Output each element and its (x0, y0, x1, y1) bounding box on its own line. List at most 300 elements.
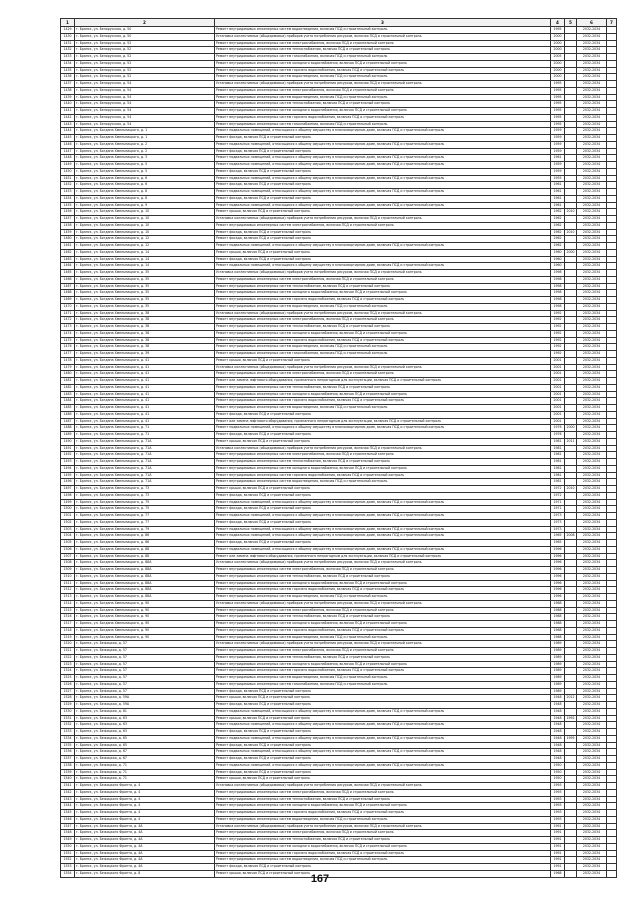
build-year-cell: 1995 (551, 121, 565, 128)
note-cell (607, 627, 617, 634)
build-year-cell: 1989 (551, 681, 565, 688)
work-type-cell: Ремонт внутридомовых инженерных систем электроснабжения, включая ПСД и строительный контроль (215, 567, 551, 574)
work-type-cell: Ремонт внутридомовых инженерных систем теплоснабжения, включая ПСД и строительный контроль (215, 837, 551, 844)
build-year-cell: 1948 (551, 729, 565, 736)
last-repair-year-cell: 2010 (565, 486, 577, 493)
row-number: 1489 (61, 432, 75, 439)
note-cell (607, 594, 617, 601)
table-row (61, 54, 617, 61)
build-year-cell: 1948 (551, 722, 565, 729)
last-repair-year-cell (565, 189, 577, 196)
address-cell: г. Брянск, ул. Богдана Хмельницкого, д. 71А (75, 472, 215, 479)
plan-period-cell: 2032-2034 (577, 533, 607, 540)
work-type-cell: Ремонт внутридомовых инженерных систем горячего водоснабжения, включая ПСД и строительный контроль (215, 810, 551, 817)
build-year-cell: 1989 (551, 654, 565, 661)
address-cell: г. Брянск, ул. Богдана Хмельницкого, д. 73 (75, 492, 215, 499)
table-row (61, 344, 617, 351)
table-row (61, 155, 617, 162)
address-cell: г. Брянск, ул. Богдана Хмельницкого, д. 88 (75, 546, 215, 553)
plan-period-cell: 2032-2034 (577, 216, 607, 223)
last-repair-year-cell (565, 283, 577, 290)
build-year-cell: 1995 (551, 101, 565, 108)
last-repair-year-cell (565, 675, 577, 682)
row-number: 1430 (61, 33, 75, 40)
build-year-cell: 1972 (551, 486, 565, 493)
table-row (61, 128, 617, 135)
table-row (61, 830, 617, 837)
row-number: 1458 (61, 222, 75, 229)
table-row (61, 816, 617, 823)
note-cell (607, 587, 617, 594)
row-number: 1462 (61, 249, 75, 256)
table-row (61, 465, 617, 472)
work-type-cell: Ремонт фасада, включая ПСД и строительный контроль (215, 432, 551, 439)
note-cell (607, 438, 617, 445)
row-number: 1487 (61, 418, 75, 425)
address-cell: г. Брянск, ул. Богдана Хмельницкого, д. 35 (75, 276, 215, 283)
build-year-cell: 1996 (551, 594, 565, 601)
build-year-cell: 1961 (551, 155, 565, 162)
address-cell: г. Брянск, ул. Бежицкого Фронта, д. 4А (75, 857, 215, 864)
work-type-cell: Ремонт подвальных помещений, относящихся к общему имуществу в многоквартирном доме, включая ПСД и строительный контроль (215, 499, 551, 506)
last-repair-year-cell (565, 688, 577, 695)
row-number: 1539 (61, 769, 75, 776)
plan-period-cell: 2032-2034 (577, 175, 607, 182)
row-number: 1505 (61, 540, 75, 547)
row-number: 1512 (61, 587, 75, 594)
table-row (61, 324, 617, 331)
last-repair-year-cell (565, 837, 577, 844)
last-repair-year-cell (565, 661, 577, 668)
table-row (61, 715, 617, 722)
row-number: 1496 (61, 479, 75, 486)
last-repair-year-cell (565, 830, 577, 837)
table-row (61, 553, 617, 560)
row-number: 1532 (61, 722, 75, 729)
table-row (61, 202, 617, 209)
last-repair-year-cell (565, 600, 577, 607)
build-year-cell: 1991 (551, 823, 565, 830)
build-year-cell: 1948 (551, 742, 565, 749)
row-number: 1521 (61, 648, 75, 655)
last-repair-year-cell (565, 47, 577, 54)
table-row (61, 378, 617, 385)
last-repair-year-cell (565, 634, 577, 641)
table-row (61, 40, 617, 47)
plan-period-cell: 2032-2034 (577, 189, 607, 196)
plan-period-cell: 2032-2034 (577, 438, 607, 445)
note-cell (607, 249, 617, 256)
note-cell (607, 209, 617, 216)
plan-period-cell: 2032-2034 (577, 634, 607, 641)
work-type-cell: Ремонт фасада, включая ПСД и строительный контроль (215, 135, 551, 142)
plan-period-cell: 2032-2034 (577, 60, 607, 67)
row-number: 1480 (61, 371, 75, 378)
last-repair-year-cell (565, 87, 577, 94)
last-repair-year-cell (565, 627, 577, 634)
build-year-cell: 1959 (551, 141, 565, 148)
header-cell: 6 (577, 19, 607, 27)
address-cell: г. Брянск, ул. Богдана Хмельницкого, д. 71 (75, 432, 215, 439)
address-cell: г. Брянск, ул. Белорусская, д. 54 (75, 108, 215, 115)
note-cell (607, 526, 617, 533)
build-year-cell: 1961 (551, 182, 565, 189)
build-year-cell: 1948 (551, 715, 565, 722)
build-year-cell: 1989 (551, 648, 565, 655)
build-year-cell: 2000 (551, 67, 565, 74)
table-row (61, 823, 617, 830)
build-year-cell: 1965 (551, 540, 565, 547)
last-repair-year-cell (565, 783, 577, 790)
work-type-cell: Ремонт крыши, включая ПСД и строительный контроль (215, 715, 551, 722)
build-year-cell: 1961 (551, 202, 565, 209)
build-year-cell: 2000 (551, 60, 565, 67)
work-type-cell: Ремонт внутридомовых инженерных систем теплоснабжения, включая ПСД и строительный контроль (215, 654, 551, 661)
note-cell (607, 681, 617, 688)
work-type-cell: Ремонт внутридомовых инженерных систем холодного водоснабжения, включая ПСД и строительный контроль (215, 330, 551, 337)
note-cell (607, 459, 617, 466)
work-type-cell: Установка коллективных (общедомовых) приборов учета потребления ресурсов, включая ПСД и строительный контроль (215, 600, 551, 607)
address-cell: г. Брянск, ул. Богдана Хмельницкого, д. 88А (75, 594, 215, 601)
build-year-cell: 1995 (551, 94, 565, 101)
plan-period-cell: 2032-2034 (577, 290, 607, 297)
plan-period-cell: 2032-2034 (577, 540, 607, 547)
table-row (61, 256, 617, 263)
last-repair-year-cell (565, 567, 577, 574)
plan-period-cell: 2032-2034 (577, 688, 607, 695)
last-repair-year-cell: 1992 (565, 715, 577, 722)
build-year-cell: 1981 (551, 459, 565, 466)
table-row (61, 789, 617, 796)
plan-period-cell: 2032-2034 (577, 769, 607, 776)
plan-period-cell: 2032-2034 (577, 864, 607, 871)
build-year-cell: 1998 (551, 276, 565, 283)
plan-period-cell: 2032-2034 (577, 668, 607, 675)
address-cell: г. Брянск, ул. Богдана Хмельницкого, д. 71А (75, 445, 215, 452)
work-type-cell: Ремонт подвальных помещений, относящихся к общему имуществу в многоквартирном доме, включая ПСД и строительный контроль (215, 263, 551, 270)
plan-period-cell: 2032-2034 (577, 675, 607, 682)
work-type-cell: Ремонт подвальных помещений, относящихся к общему имуществу в многоквартирном доме, включая ПСД и строительный контроль (215, 141, 551, 148)
table-row (61, 33, 617, 40)
note-cell (607, 351, 617, 358)
table-row (61, 675, 617, 682)
address-cell: г. Брянск, ул. Богдана Хмельницкого, д. 10 (75, 229, 215, 236)
note-cell (607, 769, 617, 776)
table-row (61, 499, 617, 506)
table-row (61, 810, 617, 817)
table-row (61, 263, 617, 270)
address-cell: г. Брянск, ул. Белорусская, д. 54 (75, 101, 215, 108)
note-cell (607, 445, 617, 452)
work-type-cell: Ремонт внутридомовых инженерных систем водоотведения, включая ПСД и строительный контроль (215, 479, 551, 486)
table-row (61, 27, 617, 34)
address-cell: г. Брянск, ул. Бежицкого Фронта, д. 4А (75, 823, 215, 830)
row-number: 1481 (61, 378, 75, 385)
last-repair-year-cell (565, 432, 577, 439)
note-cell (607, 121, 617, 128)
note-cell (607, 789, 617, 796)
last-repair-year-cell (565, 465, 577, 472)
table-row (61, 364, 617, 371)
plan-period-cell: 2032-2034 (577, 337, 607, 344)
row-number: 1453 (61, 189, 75, 196)
note-cell (607, 182, 617, 189)
plan-period-cell: 2032-2034 (577, 580, 607, 587)
plan-period-cell: 2032-2034 (577, 526, 607, 533)
last-repair-year-cell (565, 749, 577, 756)
address-cell: г. Брянск, ул. Богдана Хмельницкого, д. 8 (75, 189, 215, 196)
plan-period-cell: 2032-2034 (577, 121, 607, 128)
work-type-cell: Ремонт подвальных помещений, относящихся к общему имуществу в многоквартирном доме, включая ПСД и строительный контроль (215, 546, 551, 553)
work-type-cell: Установка коллективных (общедомовых) приборов учета потребления ресурсов, включая ПСД и строительный контроль (215, 445, 551, 452)
address-cell: г. Брянск, ул. Богдана Хмельницкого, д. 41 (75, 371, 215, 378)
build-year-cell: 1995 (551, 81, 565, 88)
build-year-cell: 2001 (551, 384, 565, 391)
build-year-cell: 1996 (551, 553, 565, 560)
row-number: 1444 (61, 128, 75, 135)
build-year-cell: 1996 (551, 560, 565, 567)
last-repair-year-cell (565, 789, 577, 796)
note-cell (607, 600, 617, 607)
table-row (61, 411, 617, 418)
work-type-cell: Установка коллективных (общедомовых) приборов учета потребления ресурсов, включая ПСД и строительный контроль (215, 270, 551, 277)
last-repair-year-cell (565, 513, 577, 520)
note-cell (607, 546, 617, 553)
table-row (61, 688, 617, 695)
address-cell: г. Брянск, ул. Белорусская, д. 52 (75, 67, 215, 74)
last-repair-year-cell (565, 762, 577, 769)
table-row (61, 175, 617, 182)
work-type-cell: Ремонт или замена лифтового оборудования, признанного непригодным для эксплуатации, включая ПСД и строительный контроль (215, 418, 551, 425)
address-cell: г. Брянск, ул. Богдана Хмельницкого, д. 71А (75, 452, 215, 459)
page-number: 167 (310, 873, 330, 885)
note-cell (607, 283, 617, 290)
note-cell (607, 675, 617, 682)
work-type-cell: Ремонт внутридомовых инженерных систем холодного водоснабжения, включая ПСД и строительный контроль (215, 843, 551, 850)
note-cell (607, 202, 617, 209)
row-number: 1520 (61, 641, 75, 648)
plan-period-cell: 2032-2034 (577, 162, 607, 169)
build-year-cell: 1981 (551, 479, 565, 486)
last-repair-year-cell (565, 67, 577, 74)
plan-period-cell: 2032-2034 (577, 567, 607, 574)
row-number: 1445 (61, 135, 75, 142)
note-cell (607, 830, 617, 837)
address-cell: г. Брянск, ул. Богдана Хмельницкого, д. 35 (75, 297, 215, 304)
address-cell: г. Брянск, ул. Богдана Хмельницкого, д. 10 (75, 209, 215, 216)
work-type-cell: Ремонт внутридомовых инженерных систем теплоснабжения, включая ПСД и строительный контроль (215, 459, 551, 466)
table-row (61, 702, 617, 709)
address-cell: г. Брянск, ул. Богдана Хмельницкого, д. 10 (75, 222, 215, 229)
row-number: 1459 (61, 229, 75, 236)
address-cell: г. Брянск, ул. Богдана Хмельницкого, д. 41 (75, 411, 215, 418)
last-repair-year-cell (565, 445, 577, 452)
work-type-cell: Ремонт фасада, включая ПСД и строительный контроль (215, 182, 551, 189)
last-repair-year-cell (565, 74, 577, 81)
build-year-cell: 1989 (551, 688, 565, 695)
address-cell: г. Брянск, ул. Богдана Хмельницкого, д. 35 (75, 283, 215, 290)
row-number: 1526 (61, 681, 75, 688)
build-year-cell: 1996 (551, 546, 565, 553)
plan-period-cell: 2032-2034 (577, 587, 607, 594)
last-repair-year-cell (565, 243, 577, 250)
row-number: 1484 (61, 398, 75, 405)
build-year-cell: 1959 (551, 135, 565, 142)
build-year-cell: 1996 (551, 580, 565, 587)
table-row (61, 452, 617, 459)
plan-period-cell: 2032-2034 (577, 74, 607, 81)
build-year-cell: 1981 (551, 472, 565, 479)
note-cell (607, 722, 617, 729)
plan-period-cell: 2032-2034 (577, 607, 607, 614)
last-repair-year-cell: 2012 (565, 695, 577, 702)
address-cell: г. Брянск, ул. Богдана Хмельницкого, д. 39 (75, 351, 215, 358)
last-repair-year-cell (565, 398, 577, 405)
last-repair-year-cell (565, 101, 577, 108)
work-type-cell: Ремонт подвальных помещений, относящихся к общему имуществу в многоквартирном доме, включая ПСД и строительный контроль (215, 533, 551, 540)
address-cell: г. Брянск, ул. Бежицкая, д. 57 (75, 681, 215, 688)
header-cell: 5 (565, 19, 577, 27)
table-row (61, 600, 617, 607)
table-row (61, 236, 617, 243)
address-cell: г. Брянск, ул. Бежицкая, д. 57 (75, 688, 215, 695)
table-row (61, 567, 617, 574)
work-type-cell: Ремонт внутридомовых инженерных систем электроснабжения, включая ПСД и строительный контроль (215, 276, 551, 283)
note-cell (607, 310, 617, 317)
build-year-cell: 1948 (551, 695, 565, 702)
last-repair-year-cell (565, 668, 577, 675)
plan-period-cell: 2032-2034 (577, 351, 607, 358)
plan-period-cell: 2032-2034 (577, 236, 607, 243)
plan-period-cell: 2032-2034 (577, 695, 607, 702)
plan-period-cell: 2032-2034 (577, 722, 607, 729)
address-cell: г. Брянск, ул. Бежицкая, д. 65 (75, 735, 215, 742)
address-cell: г. Брянск, ул. Богдана Хмельницкого, д. 71 (75, 425, 215, 432)
plan-period-cell: 2032-2034 (577, 195, 607, 202)
last-repair-year-cell (565, 330, 577, 337)
address-cell: г. Брянск, ул. Бежицкая, д. 63 (75, 715, 215, 722)
work-type-cell: Ремонт фасада, включая ПСД и строительный контроль (215, 756, 551, 763)
work-type-cell: Ремонт внутридомовых инженерных систем теплоснабжения, включая ПСД и строительный контроль (215, 324, 551, 331)
work-type-cell: Ремонт подвальных помещений, относящихся к общему имуществу в многоквартирном доме, включая ПСД и строительный контроль (215, 735, 551, 742)
address-cell: г. Брянск, ул. Бежицкого Фронта, д. 8 (75, 870, 215, 877)
build-year-cell: 1998 (551, 283, 565, 290)
address-cell: г. Брянск, ул. Белорусская, д. 54 (75, 94, 215, 101)
note-cell (607, 648, 617, 655)
table-body (61, 27, 617, 878)
work-type-cell: Ремонт фасада, включая ПСД и строительный контроль (215, 506, 551, 513)
work-type-cell: Ремонт фасада, включая ПСД и строительный контроль (215, 256, 551, 263)
note-cell (607, 67, 617, 74)
row-number: 1501 (61, 513, 75, 520)
address-cell: г. Брянск, ул. Богдана Хмельницкого, д. 77 (75, 519, 215, 526)
last-repair-year-cell (565, 614, 577, 621)
plan-period-cell: 2032-2034 (577, 479, 607, 486)
note-cell (607, 506, 617, 513)
last-repair-year-cell (565, 816, 577, 823)
work-type-cell: Ремонт внутридомовых инженерных систем электроснабжения, включая ПСД и строительный контроль (215, 317, 551, 324)
plan-period-cell: 2032-2034 (577, 837, 607, 844)
work-type-cell: Ремонт внутридомовых инженерных систем водоотведения, включая ПСД и строительный контроль (215, 594, 551, 601)
table-row (61, 627, 617, 634)
table-row (61, 114, 617, 121)
last-repair-year-cell (565, 499, 577, 506)
work-type-cell: Ремонт внутридомовых инженерных систем водоотведения, включая ПСД и строительный контроль (215, 94, 551, 101)
work-type-cell: Ремонт внутридомовых инженерных систем водоотведения, включая ПСД и строительный контроль (215, 74, 551, 81)
table-row (61, 708, 617, 715)
note-cell (607, 216, 617, 223)
plan-period-cell: 2032-2034 (577, 243, 607, 250)
build-year-cell: 1948 (551, 749, 565, 756)
address-cell: г. Брянск, ул. Богдана Хмельницкого, д. 75 (75, 506, 215, 513)
note-cell (607, 128, 617, 135)
note-cell (607, 135, 617, 142)
last-repair-year-cell (565, 857, 577, 864)
address-cell: г. Брянск, ул. Бежицкая, д. 59А (75, 695, 215, 702)
row-number: 1446 (61, 141, 75, 148)
plan-period-cell: 2032-2034 (577, 472, 607, 479)
last-repair-year-cell: 2000 (565, 249, 577, 256)
address-cell: г. Брянск, ул. Бежицкого Фронта, д. 4 (75, 796, 215, 803)
row-number: 1550 (61, 843, 75, 850)
work-type-cell: Ремонт внутридомовых инженерных систем холодного водоснабжения, включая ПСД и строительный контроль (215, 290, 551, 297)
row-number: 1546 (61, 816, 75, 823)
note-cell (607, 465, 617, 472)
row-number: 1529 (61, 702, 75, 709)
build-year-cell: 1993 (551, 816, 565, 823)
address-cell: г. Брянск, ул. Богдана Хмельницкого, д. 9 (75, 202, 215, 209)
work-type-cell: Ремонт крыши, включая ПСД и строительный контроль (215, 695, 551, 702)
address-cell: г. Брянск, ул. Богдана Хмельницкого, д. 8 (75, 195, 215, 202)
last-repair-year-cell (565, 492, 577, 499)
note-cell (607, 148, 617, 155)
address-cell: г. Брянск, ул. Богдана Хмельницкого, д. 14 (75, 256, 215, 263)
plan-period-cell: 2032-2034 (577, 155, 607, 162)
work-type-cell: Ремонт фасада, включая ПСД и строительный контроль (215, 742, 551, 749)
row-number: 1479 (61, 364, 75, 371)
table-row (61, 357, 617, 364)
address-cell: г. Брянск, ул. Богдана Хмельницкого, д. 41 (75, 378, 215, 385)
plan-period-cell: 2032-2034 (577, 621, 607, 628)
row-number: 1515 (61, 607, 75, 614)
address-cell: г. Брянск, ул. Богдана Хмельницкого, д. 75 (75, 499, 215, 506)
note-cell (607, 324, 617, 331)
table-row (61, 337, 617, 344)
row-number: 1516 (61, 614, 75, 621)
build-year-cell: 1976 (551, 432, 565, 439)
row-number: 1518 (61, 627, 75, 634)
address-cell: г. Брянск, ул. Богдана Хмельницкого, д. 73 (75, 486, 215, 493)
build-year-cell: 1971 (551, 506, 565, 513)
last-repair-year-cell (565, 573, 577, 580)
address-cell: г. Брянск, ул. Богдана Хмельницкого, д. 10 (75, 216, 215, 223)
table-row (61, 803, 617, 810)
build-year-cell: 1998 (551, 297, 565, 304)
work-type-cell: Ремонт фасада, включая ПСД и строительный контроль (215, 229, 551, 236)
note-cell (607, 540, 617, 547)
row-number: 1522 (61, 654, 75, 661)
table-row (61, 216, 617, 223)
row-number: 1530 (61, 708, 75, 715)
address-cell: г. Брянск, ул. Белорусская, д. 54 (75, 121, 215, 128)
address-cell: г. Брянск, ул. Бежицкая, д. 59А (75, 702, 215, 709)
address-cell: г. Брянск, ул. Богдана Хмельницкого, д. 71А (75, 465, 215, 472)
address-cell: г. Брянск, ул. Белорусская, д. 50 (75, 33, 215, 40)
plan-period-cell: 2032-2034 (577, 344, 607, 351)
work-type-cell: Ремонт внутридомовых инженерных систем холодного водоснабжения, включая ПСД и строительный контроль (215, 621, 551, 628)
row-number: 1491 (61, 445, 75, 452)
work-type-cell: Установка коллективных (общедомовых) приборов учета потребления ресурсов, включая ПСД и строительный контроль (215, 310, 551, 317)
